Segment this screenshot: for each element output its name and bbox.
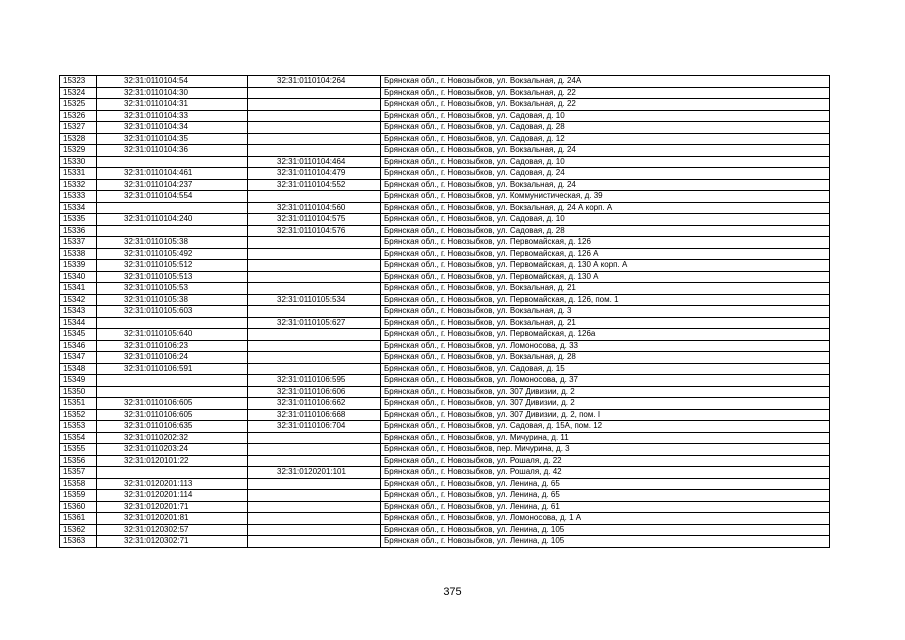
row-number-cell: 15345 <box>60 329 97 341</box>
cadastral-number-cell: 32:31:0110104:240 <box>97 214 248 226</box>
cadastral-number-cell: 32:31:0110106:605 <box>97 398 248 410</box>
address-cell: Брянская обл., г. Новозыбков, ул. Вокзальная, д. 3 <box>381 306 830 318</box>
address-cell: Брянская обл., г. Новозыбков, ул. Вокзальная, д. 24 <box>381 145 830 157</box>
row-number-cell: 15328 <box>60 133 97 145</box>
address-cell: Брянская обл., г. Новозыбков, ул. 307 Дивизии, д. 2 <box>381 386 830 398</box>
building-number-cell <box>248 490 381 502</box>
table-row <box>60 352 830 364</box>
cadastral-number-cell: 32:31:0110104:554 <box>97 191 248 203</box>
table-row <box>60 409 830 421</box>
row-number-cell: 15330 <box>60 156 97 168</box>
table-row <box>60 398 830 410</box>
cadastral-number-cell <box>97 467 248 479</box>
table-row <box>60 455 830 467</box>
building-number-cell <box>248 99 381 111</box>
address-cell: Брянская обл., г. Новозыбков, ул. Первомайская, д. 126 <box>381 237 830 249</box>
row-number-cell: 15355 <box>60 444 97 456</box>
building-number-cell <box>248 352 381 364</box>
address-cell: Брянская обл., г. Новозыбков, ул. 307 Дивизии, д. 2 <box>381 398 830 410</box>
table-row <box>60 444 830 456</box>
row-number-cell: 15338 <box>60 248 97 260</box>
table-row <box>60 329 830 341</box>
table-row <box>60 524 830 536</box>
cadastral-number-cell: 32:31:0120201:81 <box>97 513 248 525</box>
row-number-cell: 15357 <box>60 467 97 479</box>
cadastral-number-cell: 32:31:0110106:605 <box>97 409 248 421</box>
row-number-cell: 15350 <box>60 386 97 398</box>
address-cell: Брянская обл., г. Новозыбков, ул. Вокзальная, д. 22 <box>381 87 830 99</box>
cadastral-number-cell: 32:31:0110105:38 <box>97 294 248 306</box>
table-row <box>60 237 830 249</box>
address-cell: Брянская обл., г. Новозыбков, ул. Первомайская, д. 126а <box>381 329 830 341</box>
address-cell: Брянская обл., г. Новозыбков, ул. Первомайская, д. 130 А <box>381 271 830 283</box>
table-row <box>60 133 830 145</box>
row-number-cell: 15323 <box>60 76 97 88</box>
table-row <box>60 156 830 168</box>
address-cell: Брянская обл., г. Новозыбков, ул. Вокзальная, д. 22 <box>381 99 830 111</box>
row-number-cell: 15351 <box>60 398 97 410</box>
cadastral-number-cell: 32:31:0110203:24 <box>97 444 248 456</box>
row-number-cell: 15363 <box>60 536 97 548</box>
table-row <box>60 501 830 513</box>
address-cell: Брянская обл., г. Новозыбков, ул. Садовая, д. 10 <box>381 156 830 168</box>
row-number-cell: 15340 <box>60 271 97 283</box>
cadastral-number-cell <box>97 225 248 237</box>
table-row <box>60 271 830 283</box>
building-number-cell: 32:31:0110106:606 <box>248 386 381 398</box>
address-cell: Брянская обл., г. Новозыбков, ул. Рошаля, д. 22 <box>381 455 830 467</box>
building-number-cell: 32:31:0110104:575 <box>248 214 381 226</box>
building-number-cell <box>248 455 381 467</box>
cadastral-number-cell: 32:31:0110104:237 <box>97 179 248 191</box>
row-number-cell: 15347 <box>60 352 97 364</box>
cadastral-number-cell: 32:31:0110106:24 <box>97 352 248 364</box>
building-number-cell <box>248 271 381 283</box>
address-cell: Брянская обл., г. Новозыбков, ул. Вокзальная, д. 21 <box>381 283 830 295</box>
address-cell: Брянская обл., г. Новозыбков, ул. Садовая, д. 10 <box>381 110 830 122</box>
address-cell: Брянская обл., г. Новозыбков, ул. Садовая, д. 28 <box>381 122 830 134</box>
address-cell: Брянская обл., г. Новозыбков, ул. Мичурина, д. 11 <box>381 432 830 444</box>
address-cell: Брянская обл., г. Новозыбков, ул. Ленина, д. 65 <box>381 490 830 502</box>
table-row <box>60 340 830 352</box>
building-number-cell: 32:31:0110106:668 <box>248 409 381 421</box>
building-number-cell <box>248 513 381 525</box>
cadastral-number-cell: 32:31:0110104:30 <box>97 87 248 99</box>
building-number-cell <box>248 260 381 272</box>
address-cell: Брянская обл., г. Новозыбков, ул. Вокзальная, д. 24А <box>381 76 830 88</box>
cadastral-number-cell: 32:31:0110105:38 <box>97 237 248 249</box>
address-cell: Брянская обл., г. Новозыбков, ул. Первомайская, д. 126 А <box>381 248 830 260</box>
row-number-cell: 15329 <box>60 145 97 157</box>
building-number-cell <box>248 283 381 295</box>
row-number-cell: 15349 <box>60 375 97 387</box>
registry-table <box>59 75 830 548</box>
table-row <box>60 432 830 444</box>
building-number-cell <box>248 133 381 145</box>
row-number-cell: 15327 <box>60 122 97 134</box>
row-number-cell: 15335 <box>60 214 97 226</box>
row-number-cell: 15333 <box>60 191 97 203</box>
cadastral-number-cell: 32:31:0110202:32 <box>97 432 248 444</box>
building-number-cell <box>248 122 381 134</box>
table-row <box>60 99 830 111</box>
address-cell: Брянская обл., г. Новозыбков, ул. Вокзальная, д. 28 <box>381 352 830 364</box>
row-number-cell: 15344 <box>60 317 97 329</box>
building-number-cell <box>248 306 381 318</box>
cadastral-number-cell: 32:31:0120302:57 <box>97 524 248 536</box>
cadastral-number-cell <box>97 156 248 168</box>
table-row <box>60 191 830 203</box>
cadastral-number-cell: 32:31:0110105:512 <box>97 260 248 272</box>
address-cell: Брянская обл., г. Новозыбков, ул. Рошаля, д. 42 <box>381 467 830 479</box>
cadastral-number-cell: 32:31:0110105:53 <box>97 283 248 295</box>
address-cell: Брянская обл., г. Новозыбков, ул. Вокзальная, д. 24 <box>381 179 830 191</box>
address-cell: Брянская обл., г. Новозыбков, ул. Ленина, д. 65 <box>381 478 830 490</box>
table-row <box>60 202 830 214</box>
building-number-cell: 32:31:0110104:479 <box>248 168 381 180</box>
cadastral-number-cell <box>97 375 248 387</box>
row-number-cell: 15334 <box>60 202 97 214</box>
building-number-cell: 32:31:0110104:552 <box>248 179 381 191</box>
row-number-cell: 15337 <box>60 237 97 249</box>
cadastral-number-cell: 32:31:0120201:113 <box>97 478 248 490</box>
row-number-cell: 15352 <box>60 409 97 421</box>
row-number-cell: 15360 <box>60 501 97 513</box>
address-cell: Брянская обл., г. Новозыбков, ул. Ломоносова, д. 33 <box>381 340 830 352</box>
address-cell: Брянская обл., г. Новозыбков, ул. Вокзальная, д. 24 А корп. А <box>381 202 830 214</box>
building-number-cell: 32:31:0110106:595 <box>248 375 381 387</box>
cadastral-number-cell: 32:31:0120101:22 <box>97 455 248 467</box>
building-number-cell: 32:31:0110104:464 <box>248 156 381 168</box>
row-number-cell: 15331 <box>60 168 97 180</box>
building-number-cell <box>248 237 381 249</box>
building-number-cell <box>248 191 381 203</box>
table-row <box>60 168 830 180</box>
table-row <box>60 490 830 502</box>
table-row <box>60 294 830 306</box>
cadastral-number-cell <box>97 386 248 398</box>
table-row <box>60 317 830 329</box>
row-number-cell: 15324 <box>60 87 97 99</box>
address-cell: Брянская обл., г. Новозыбков, ул. Ломоносова, д. 1 А <box>381 513 830 525</box>
building-number-cell: 32:31:0110106:662 <box>248 398 381 410</box>
table-row <box>60 145 830 157</box>
building-number-cell <box>248 248 381 260</box>
building-number-cell <box>248 329 381 341</box>
table-row <box>60 110 830 122</box>
address-cell: Брянская обл., г. Новозыбков, ул. Ленина, д. 105 <box>381 524 830 536</box>
address-cell: Брянская обл., г. Новозыбков, ул. Ленина, д. 61 <box>381 501 830 513</box>
cadastral-number-cell: 32:31:0110104:54 <box>97 76 248 88</box>
cadastral-number-cell <box>97 202 248 214</box>
cadastral-number-cell: 32:31:0110104:31 <box>97 99 248 111</box>
table-row <box>60 214 830 226</box>
row-number-cell: 15358 <box>60 478 97 490</box>
row-number-cell: 15353 <box>60 421 97 433</box>
address-cell: Брянская обл., г. Новозыбков, ул. Вокзальная, д. 21 <box>381 317 830 329</box>
row-number-cell: 15361 <box>60 513 97 525</box>
row-number-cell: 15336 <box>60 225 97 237</box>
building-number-cell <box>248 478 381 490</box>
row-number-cell: 15359 <box>60 490 97 502</box>
address-cell: Брянская обл., г. Новозыбков, ул. Первомайская, д. 130 А корп. А <box>381 260 830 272</box>
building-number-cell <box>248 340 381 352</box>
cadastral-number-cell: 32:31:0110105:603 <box>97 306 248 318</box>
building-number-cell <box>248 110 381 122</box>
address-cell: Брянская обл., г. Новозыбков, ул. Садовая, д. 10 <box>381 214 830 226</box>
address-cell: Брянская обл., г. Новозыбков, пер. Мичурина, д. 3 <box>381 444 830 456</box>
table-row <box>60 363 830 375</box>
address-cell: Брянская обл., г. Новозыбков, ул. Садовая, д. 24 <box>381 168 830 180</box>
row-number-cell: 15354 <box>60 432 97 444</box>
cadastral-number-cell <box>97 317 248 329</box>
building-number-cell <box>248 536 381 548</box>
table-row <box>60 375 830 387</box>
table-row <box>60 122 830 134</box>
building-number-cell <box>248 432 381 444</box>
row-number-cell: 15346 <box>60 340 97 352</box>
row-number-cell: 15342 <box>60 294 97 306</box>
table-row <box>60 283 830 295</box>
registry-table-body <box>60 76 830 548</box>
row-number-cell: 15362 <box>60 524 97 536</box>
building-number-cell: 32:31:0120201:101 <box>248 467 381 479</box>
address-cell: Брянская обл., г. Новозыбков, ул. Садовая, д. 12 <box>381 133 830 145</box>
address-cell: Брянская обл., г. Новозыбков, ул. 307 Дивизии, д. 2, пом. I <box>381 409 830 421</box>
cadastral-number-cell: 32:31:0110106:635 <box>97 421 248 433</box>
table-row <box>60 478 830 490</box>
cadastral-number-cell: 32:31:0120201:71 <box>97 501 248 513</box>
cadastral-number-cell: 32:31:0110104:35 <box>97 133 248 145</box>
cadastral-number-cell: 32:31:0110104:33 <box>97 110 248 122</box>
address-cell: Брянская обл., г. Новозыбков, ул. Садовая, д. 15 <box>381 363 830 375</box>
address-cell: Брянская обл., г. Новозыбков, ул. Ломоносова, д. 37 <box>381 375 830 387</box>
address-cell: Брянская обл., г. Новозыбков, ул. Садовая, д. 28 <box>381 225 830 237</box>
building-number-cell: 32:31:0110105:627 <box>248 317 381 329</box>
row-number-cell: 15343 <box>60 306 97 318</box>
building-number-cell <box>248 363 381 375</box>
cadastral-number-cell: 32:31:0120201:114 <box>97 490 248 502</box>
building-number-cell: 32:31:0110104:264 <box>248 76 381 88</box>
cadastral-number-cell: 32:31:0110106:23 <box>97 340 248 352</box>
row-number-cell: 15332 <box>60 179 97 191</box>
cadastral-number-cell: 32:31:0110105:492 <box>97 248 248 260</box>
table-row <box>60 536 830 548</box>
page-number: 375 <box>443 586 462 598</box>
building-number-cell: 32:31:0110105:534 <box>248 294 381 306</box>
cadastral-number-cell: 32:31:0110105:513 <box>97 271 248 283</box>
row-number-cell: 15326 <box>60 110 97 122</box>
address-cell: Брянская обл., г. Новозыбков, ул. Коммунистическая, д. 39 <box>381 191 830 203</box>
row-number-cell: 15356 <box>60 455 97 467</box>
address-cell: Брянская обл., г. Новозыбков, ул. Первомайская, д. 126, пом. 1 <box>381 294 830 306</box>
address-cell: Брянская обл., г. Новозыбков, ул. Ленина, д. 105 <box>381 536 830 548</box>
building-number-cell <box>248 145 381 157</box>
cadastral-number-cell: 32:31:0110104:36 <box>97 145 248 157</box>
table-row <box>60 76 830 88</box>
cadastral-number-cell: 32:31:0110105:640 <box>97 329 248 341</box>
address-cell: Брянская обл., г. Новозыбков, ул. Садовая, д. 15А, пом. 12 <box>381 421 830 433</box>
cadastral-number-cell: 32:31:0120302:71 <box>97 536 248 548</box>
table-row <box>60 513 830 525</box>
row-number-cell: 15339 <box>60 260 97 272</box>
table-row <box>60 467 830 479</box>
building-number-cell: 32:31:0110104:560 <box>248 202 381 214</box>
table-row <box>60 260 830 272</box>
row-number-cell: 15325 <box>60 99 97 111</box>
table-row <box>60 386 830 398</box>
row-number-cell: 15348 <box>60 363 97 375</box>
cadastral-number-cell: 32:31:0110104:461 <box>97 168 248 180</box>
building-number-cell <box>248 444 381 456</box>
table-row <box>60 248 830 260</box>
table-row <box>60 225 830 237</box>
building-number-cell <box>248 87 381 99</box>
table-row <box>60 87 830 99</box>
cadastral-number-cell: 32:31:0110104:34 <box>97 122 248 134</box>
table-row <box>60 306 830 318</box>
row-number-cell: 15341 <box>60 283 97 295</box>
building-number-cell: 32:31:0110106:704 <box>248 421 381 433</box>
table-row <box>60 421 830 433</box>
cadastral-number-cell: 32:31:0110106:591 <box>97 363 248 375</box>
building-number-cell <box>248 524 381 536</box>
table-row <box>60 179 830 191</box>
building-number-cell: 32:31:0110104:576 <box>248 225 381 237</box>
building-number-cell <box>248 501 381 513</box>
